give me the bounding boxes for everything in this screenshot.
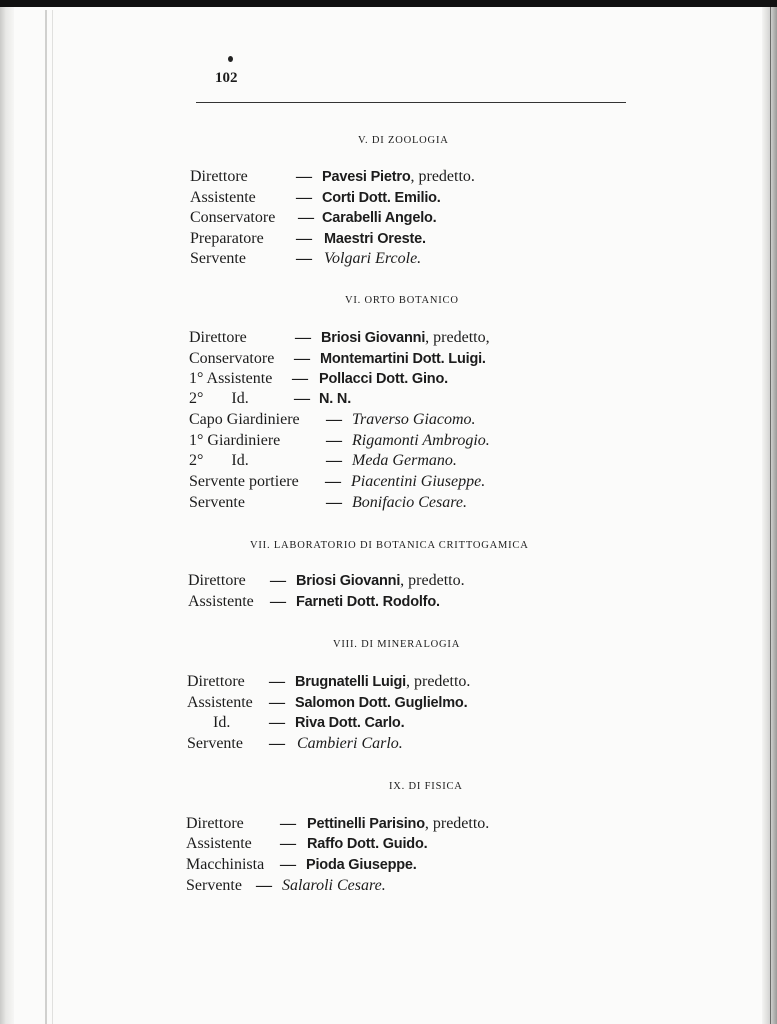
entry-role: Servente: [186, 877, 242, 894]
entry-dash: —: [256, 877, 272, 894]
entry-role: Servente: [190, 250, 246, 267]
entry-name: Bonifacio Cesare.: [352, 494, 467, 511]
scan-top-border: [0, 0, 777, 7]
entry-name: Pettinelli Parisino, predetto.: [307, 815, 490, 832]
entry-name: Pioda Giuseppe.: [306, 857, 417, 873]
entry-role: Servente portiere: [189, 473, 299, 490]
entry-dash: —: [326, 411, 342, 428]
scan-binding-line: [45, 10, 47, 1024]
page-number: 102: [215, 70, 238, 86]
entry-dash: —: [298, 209, 314, 226]
entry-role: Capo Giardiniere: [189, 411, 300, 428]
entry-name: N. N.: [319, 391, 352, 407]
entry-dash: —: [325, 473, 341, 490]
entry-role: Assistente: [188, 593, 254, 610]
entry-role: Servente: [187, 735, 243, 752]
entry-dash: —: [296, 189, 312, 206]
entry-role: Conservatore: [189, 350, 275, 367]
entry-name: Pollacci Dott. Gino.: [319, 371, 448, 387]
entry-dash: —: [294, 350, 310, 367]
entry-dash: —: [294, 390, 310, 407]
header-rule: [196, 102, 626, 103]
entry-role: 2° Id.: [189, 452, 249, 469]
entry-name: Farneti Dott. Rodolfo.: [296, 594, 440, 610]
entry-role: Direttore: [186, 815, 244, 832]
entry-dash: —: [326, 452, 342, 469]
entry-role: Id.: [213, 714, 231, 731]
entry-dash: —: [269, 694, 285, 711]
entry-role: 2° Id.: [189, 390, 249, 407]
entry-role: Conservatore: [190, 209, 276, 226]
entry-dash: —: [296, 250, 312, 267]
section-heading: V. DI ZOOLOGIA: [358, 135, 449, 146]
entry-name: Briosi Giovanni, predetto,: [321, 329, 490, 346]
entry-dash: —: [280, 856, 296, 873]
entry-role: Servente: [189, 494, 245, 511]
entry-role: Direttore: [189, 329, 247, 346]
ink-dot: [228, 56, 233, 62]
entry-name: Piacentini Giuseppe.: [351, 473, 486, 490]
entry-dash: —: [270, 593, 286, 610]
entry-dash: —: [269, 735, 285, 752]
entry-name: Corti Dott. Emilio.: [322, 190, 441, 206]
entry-dash: —: [295, 329, 311, 346]
entry-name: Salaroli Cesare.: [282, 877, 386, 894]
entry-name: Maestri Oreste.: [324, 231, 426, 247]
entry-name: Brugnatelli Luigi, predetto.: [295, 673, 471, 690]
entry-role: Assistente: [186, 835, 252, 852]
entry-name: Cambieri Carlo.: [297, 735, 403, 752]
entry-name: Salomon Dott. Guglielmo.: [295, 695, 468, 711]
entry-name: Volgari Ercole.: [324, 250, 422, 267]
entry-dash: —: [269, 673, 285, 690]
entry-dash: —: [280, 835, 296, 852]
section-heading: VIII. DI MINERALOGIA: [333, 639, 461, 650]
entry-dash: —: [296, 168, 312, 185]
scan-left-edge: [0, 7, 14, 1024]
entry-role: Direttore: [188, 572, 246, 589]
entry-name: Raffo Dott. Guido.: [307, 836, 428, 852]
section-heading: VI. ORTO BOTANICO: [345, 295, 459, 306]
entry-role: 1° Giardiniere: [189, 432, 281, 449]
entry-name: Riva Dott. Carlo.: [295, 715, 405, 731]
entry-role: Assistente: [190, 189, 256, 206]
entry-role: Direttore: [190, 168, 248, 185]
entry-role: Direttore: [187, 673, 245, 690]
entry-role: 1° Assistente: [189, 370, 273, 387]
entry-role: Assistente: [187, 694, 253, 711]
section-heading: IX. DI FISICA: [389, 781, 463, 792]
entry-dash: —: [270, 572, 286, 589]
section-heading: VII. LABORATORIO DI BOTANICA CRITTOGAMICA: [250, 540, 529, 551]
entry-name: Carabelli Angelo.: [322, 210, 437, 226]
scan-right-line: [770, 7, 771, 1024]
entry-name: Pavesi Pietro, predetto.: [322, 168, 475, 185]
entry-dash: —: [280, 815, 296, 832]
entry-role: Macchinista: [186, 856, 265, 873]
entry-name: Montemartini Dott. Luigi.: [320, 351, 486, 367]
entry-name: Traverso Giacomo.: [352, 411, 476, 428]
entry-role: Preparatore: [190, 230, 264, 247]
entry-name: Rigamonti Ambrogio.: [352, 432, 490, 449]
entry-dash: —: [292, 370, 308, 387]
entry-dash: —: [269, 714, 285, 731]
entry-dash: —: [326, 432, 342, 449]
scan-binding-line: [52, 10, 53, 1024]
entry-name: Meda Germano.: [352, 452, 457, 469]
entry-name: Briosi Giovanni, predetto.: [296, 572, 465, 589]
entry-dash: —: [326, 494, 342, 511]
entry-dash: —: [296, 230, 312, 247]
